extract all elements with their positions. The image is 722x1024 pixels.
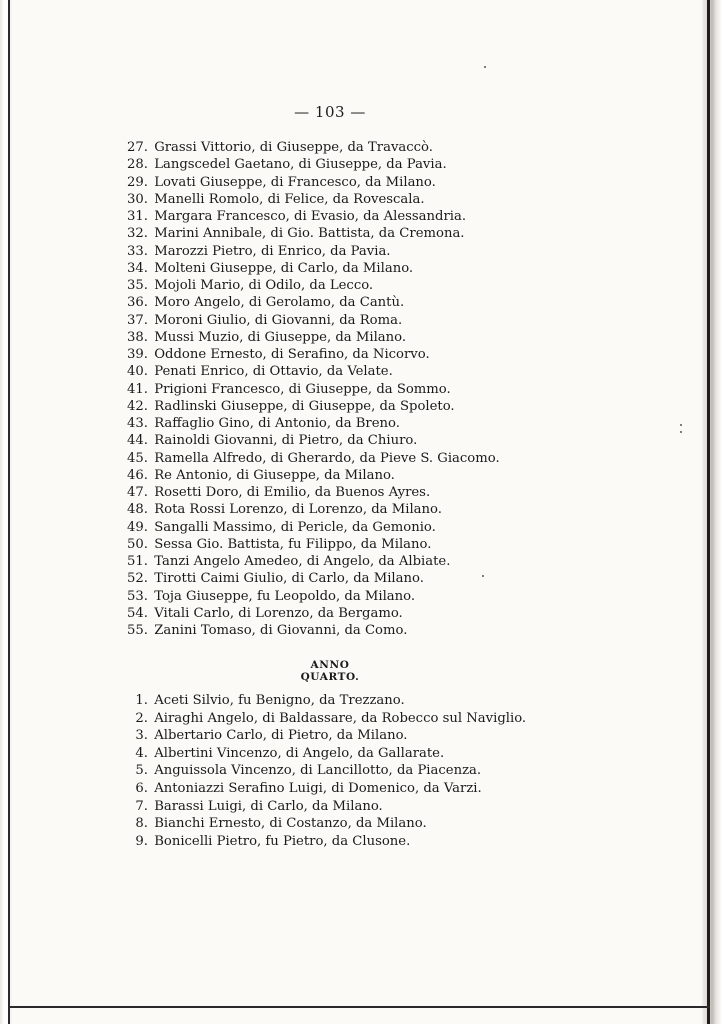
item-text: Aceti Silvio, fu Benigno, da Trezzano. [154, 693, 405, 708]
list-item [118, 312, 500, 329]
list-item [118, 208, 500, 225]
page-number: — 103 — [294, 103, 366, 121]
list-item [118, 501, 500, 518]
item-number: 42. [127, 398, 148, 414]
item-number: 53. [127, 588, 148, 604]
list-item [118, 467, 500, 484]
list-item [118, 139, 500, 156]
item-number: 6. [135, 780, 148, 796]
item-number: 55. [127, 623, 148, 638]
item-number: 51. [127, 554, 148, 569]
list-item [118, 570, 500, 587]
list-item [118, 519, 500, 536]
list-item [118, 381, 500, 398]
item-text: Penati Enrico, di Ottavio, da Velate. [154, 364, 393, 380]
list-item [118, 277, 500, 294]
list-item [118, 260, 500, 277]
item-number: 34. [127, 260, 148, 276]
item-number: 7. [135, 798, 148, 814]
list-item [118, 174, 500, 191]
item-number: 31. [127, 209, 148, 224]
item-text: Bonicelli Pietro, fu Pietro, da Clusone. [154, 833, 411, 849]
print-speck [484, 66, 486, 68]
list-item [118, 484, 500, 501]
item-number: 44. [127, 433, 148, 449]
right-border-line [707, 0, 710, 1024]
item-text: Zanini Tomaso, di Giovanni, da Como. [154, 623, 408, 638]
item-text: Molteni Giuseppe, di Carlo, da Milano. [154, 260, 414, 276]
list-item [118, 432, 500, 449]
list-item [118, 605, 500, 622]
item-number: 28. [127, 157, 148, 173]
item-text: Re Antonio, di Giuseppe, da Milano. [154, 467, 395, 483]
item-number: 2. [135, 710, 148, 726]
list-item [118, 553, 500, 570]
item-text: Manelli Romolo, di Felice, da Rovescala. [154, 191, 425, 207]
item-text: Mojoli Mario, di Odilo, da Lecco. [154, 278, 374, 293]
item-text: Barassi Luigi, di Carlo, da Milano. [154, 798, 383, 814]
list-item [118, 798, 526, 816]
item-number: 46. [127, 467, 148, 483]
list-item [118, 762, 526, 780]
item-number: 39. [127, 347, 148, 362]
item-text: Radlinski Giuseppe, di Giuseppe, da Spoleto. [154, 398, 455, 414]
item-number: 9. [135, 833, 148, 849]
list-item [118, 415, 500, 432]
item-text: Vitali Carlo, di Lorenzo, da Bergamo. [154, 605, 403, 621]
item-text: Rota Rossi Lorenzo, di Lorenzo, da Milano. [154, 502, 442, 518]
item-number: 45. [127, 450, 148, 466]
item-number: 5. [135, 763, 148, 779]
item-text: Rosetti Doro, di Emilio, da Buenos Ayres. [154, 485, 431, 500]
item-number: 36. [127, 295, 148, 311]
right-page-edge [702, 0, 722, 1024]
item-text: Raffaglio Gino, di Antonio, da Breno. [154, 416, 400, 431]
list-item [118, 225, 500, 242]
item-number: 47. [127, 485, 148, 500]
item-text: Rainoldi Giovanni, di Pietro, da Chiuro. [154, 433, 418, 449]
list-item [118, 363, 500, 380]
list-item [118, 727, 526, 745]
list-item [118, 815, 526, 833]
list-item [118, 833, 526, 851]
print-speck [680, 431, 682, 433]
item-text: Antoniazzi Serafino Luigi, di Domenico, da Varzi. [154, 780, 482, 796]
item-number: 3. [135, 728, 148, 744]
student-list-continued [118, 139, 500, 639]
item-text: Albertini Vincenzo, di Angelo, da Gallarate. [154, 745, 445, 761]
list-item [118, 191, 500, 208]
list-item [118, 710, 526, 728]
item-text: Mussi Muzio, di Giuseppe, da Milano. [154, 329, 407, 345]
item-number: 30. [127, 191, 148, 207]
item-text: Moroni Giulio, di Giovanni, da Roma. [154, 312, 403, 328]
left-border-line [8, 0, 10, 1024]
section-heading: ANNO QUARTO. [300, 659, 360, 683]
item-text: Langscedel Gaetano, di Giuseppe, da Pavia. [154, 157, 447, 173]
item-number: 37. [127, 312, 148, 328]
list-item [118, 398, 500, 415]
list-item [118, 745, 526, 763]
list-item [118, 622, 500, 639]
list-item [118, 156, 500, 173]
list-item [118, 346, 500, 363]
item-number: 38. [127, 329, 148, 345]
item-text: Tanzi Angelo Amedeo, di Angelo, da Albiate. [154, 554, 451, 569]
list-item [118, 294, 500, 311]
bottom-border-line [10, 1006, 710, 1008]
item-number: 50. [127, 536, 148, 552]
item-number: 40. [127, 364, 148, 380]
item-number: 49. [127, 519, 148, 535]
item-text: Sessa Gio. Battista, fu Filippo, da Milano. [154, 536, 432, 552]
list-item [118, 692, 526, 710]
item-number: 32. [127, 226, 148, 242]
item-text: Bianchi Ernesto, di Costanzo, da Milano. [154, 816, 427, 832]
print-speck [680, 424, 682, 426]
item-text: Lovati Giuseppe, di Francesco, da Milano. [154, 174, 436, 190]
left-page-edge [0, 0, 12, 1024]
item-text: Moro Angelo, di Gerolamo, da Cantù. [154, 295, 405, 311]
item-text: Airaghi Angelo, di Baldassare, da Robecco sul Naviglio. [154, 710, 527, 726]
item-number: 33. [127, 243, 148, 259]
item-number: 27. [127, 140, 148, 155]
item-text: Toja Giuseppe, fu Leopoldo, da Milano. [154, 588, 416, 604]
item-number: 29. [127, 174, 148, 190]
item-number: 35. [127, 278, 148, 293]
item-text: Margara Francesco, di Evasio, da Alessandria. [154, 209, 467, 224]
item-text: Tirotti Caimi Giulio, di Carlo, da Milano. [154, 571, 424, 587]
item-text: Ramella Alfredo, di Gherardo, da Pieve S. Giacomo. [154, 450, 500, 466]
item-number: 41. [127, 381, 148, 397]
list-item [118, 588, 500, 605]
list-item [118, 450, 500, 467]
item-text: Albertario Carlo, di Pietro, da Milano. [154, 728, 408, 744]
list-item [118, 780, 526, 798]
item-number: 1. [135, 693, 148, 708]
item-number: 52. [127, 571, 148, 587]
item-text: Marozzi Pietro, di Enrico, da Pavia. [154, 243, 391, 259]
item-text: Prigioni Francesco, di Giuseppe, da Sommo. [154, 381, 451, 397]
list-item [118, 329, 500, 346]
item-number: 8. [135, 816, 148, 832]
item-number: 48. [127, 502, 148, 518]
item-text: Anguissola Vincenzo, di Lancillotto, da Piacenza. [154, 763, 482, 779]
student-list-year-four [118, 692, 526, 850]
item-text: Grassi Vittorio, di Giuseppe, da Travaccò. [154, 140, 433, 155]
item-text: Oddone Ernesto, di Serafino, da Nicorvo. [154, 347, 430, 362]
list-item [118, 536, 500, 553]
item-number: 4. [135, 745, 148, 761]
list-item [118, 243, 500, 260]
item-number: 54. [127, 605, 148, 621]
item-text: Sangalli Massimo, di Pericle, da Gemonio. [154, 519, 436, 535]
item-number: 43. [127, 416, 148, 431]
item-text: Marini Annibale, di Gio. Battista, da Cremona. [154, 226, 465, 242]
